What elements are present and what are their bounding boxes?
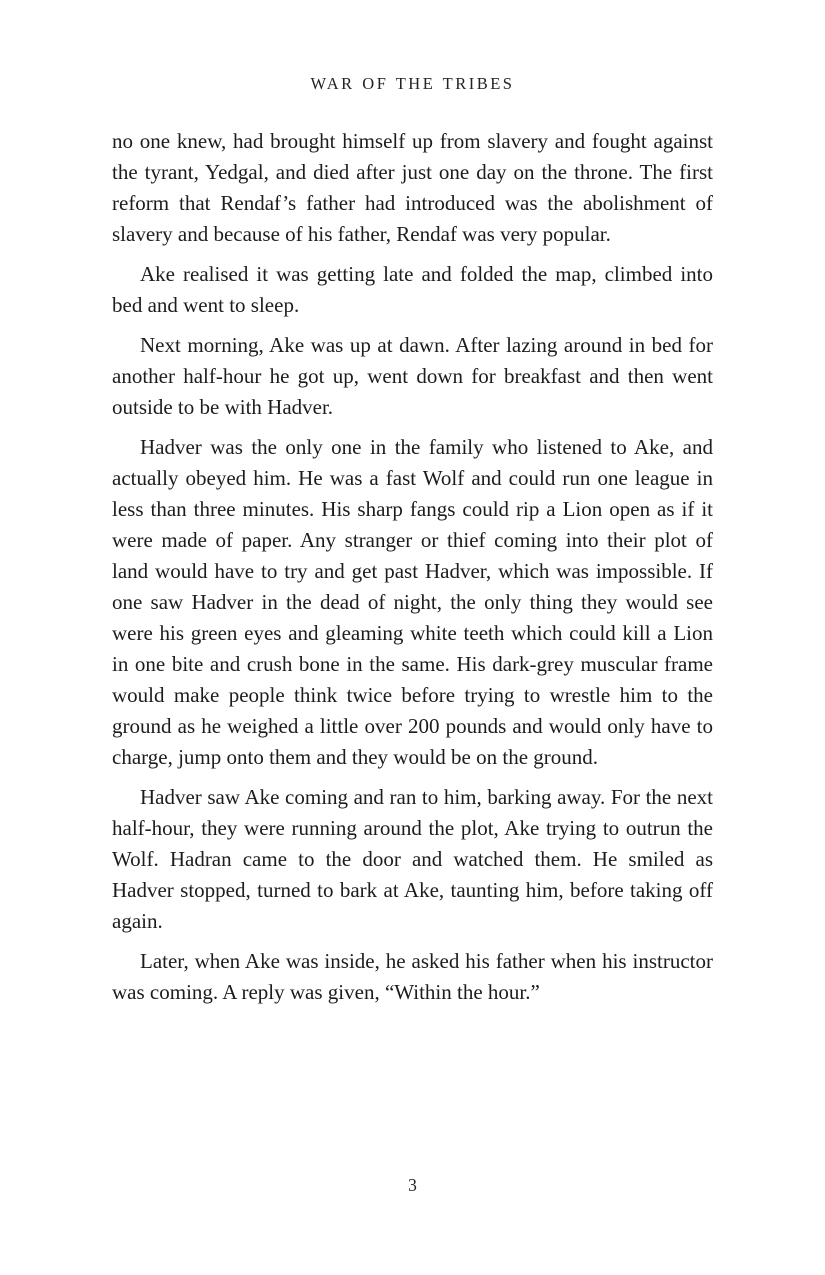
body-paragraph: Later, when Ake was inside, he asked his father when his instructor was coming. A reply was given, “Within the hour.” (112, 949, 713, 1004)
body-paragraph: no one knew, had brought himself up from slavery and fought against the tyrant, Yedgal, and died after just one day on the throne. The first reform that Rendaf’s father had introduced was the abolishment of slavery and because of his father, Rendaf was very popular. (112, 129, 713, 246)
body-paragraph: Hadver saw Ake coming and ran to him, barking away. For the next half-hour, they were running around the plot, Ake trying to outrun the Wolf. Hadran came to the door and watched them. He smiled as Hadver stopped, turned to bark at Ake, taunting him, before taking off again. (112, 785, 713, 933)
page-body-text (112, 126, 713, 1017)
body-paragraph: Ake realised it was getting late and folded the map, climbed into bed and went to sleep. (112, 262, 713, 317)
body-paragraph: Hadver was the only one in the family who listened to Ake, and actually obeyed him. He was a fast Wolf and could run one league in less than three minutes. His sharp fangs could rip a Lion open as if it were made of paper. Any stranger or thief coming into their plot of land would have to try and get past Hadver, which was impossible. If one saw Hadver in the dead of night, the only thing they would see were his green eyes and gleaming white teeth which could kill a Lion in one bite and crush bone in the same. His dark-grey muscular frame would make people think twice before trying to wrestle him to the ground as he weighed a little over 200 pounds and would only have to charge, jump onto them and they would be on the ground. (112, 435, 713, 769)
body-paragraph: Next morning, Ake was up at dawn. After lazing around in bed for another half-hour he got up, went down for breakfast and then went outside to be with Hadver. (112, 333, 713, 419)
running-head-title: WAR OF THE TRIBES (310, 74, 515, 93)
page-number-folio: 3 (408, 1175, 417, 1195)
